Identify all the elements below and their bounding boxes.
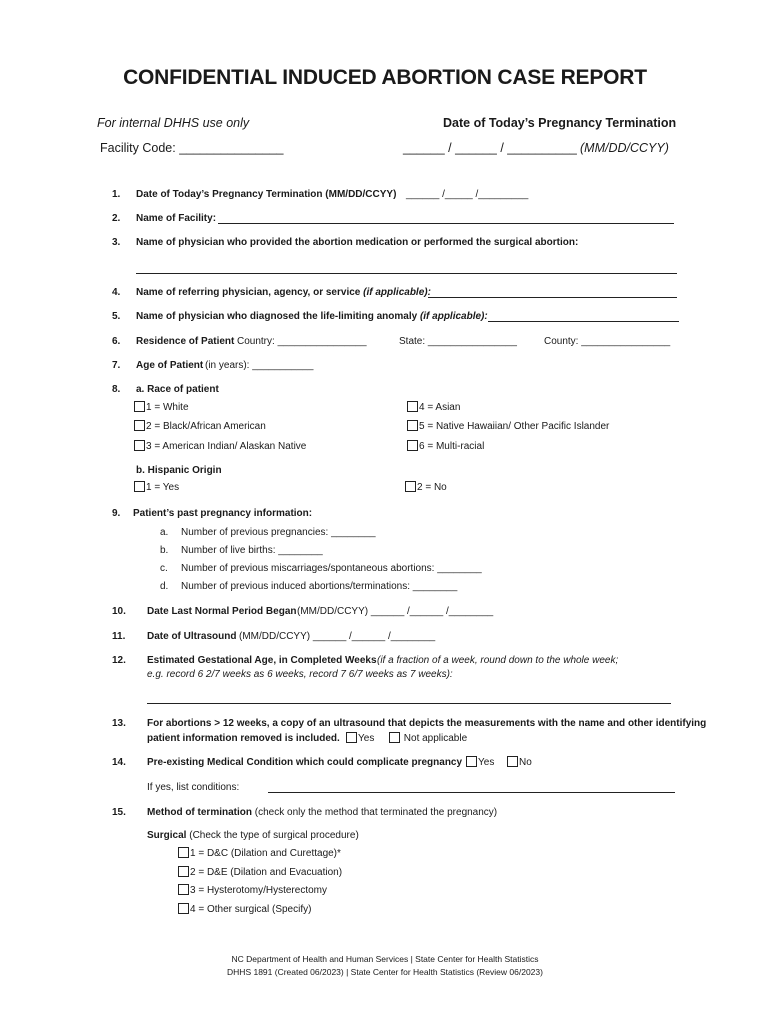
q9-label: Patient’s past pregnancy information: xyxy=(133,508,313,519)
date-header-label: Date of Today’s Pregnancy Termination xyxy=(443,116,677,130)
date-header-format: (MM/DD/CCYY) xyxy=(580,141,669,155)
q13-line2: patient information removed is included. xyxy=(147,733,340,744)
q5-label-text: Name of physician who diagnosed the life-limiting anomaly xyxy=(136,311,418,322)
q2-facility-field[interactable] xyxy=(218,223,674,224)
q9-previous-pregnancies-field[interactable]: Number of previous pregnancies: ________ xyxy=(181,527,376,538)
checkbox-icon[interactable] xyxy=(178,903,189,914)
q15-label: Method of termination xyxy=(147,807,252,818)
q8-number: 8. xyxy=(112,384,121,395)
race-option-american-indian[interactable] xyxy=(134,440,306,452)
race-option-label: 5 = Native Hawaiian/ Other Pacific Islander xyxy=(419,421,610,432)
q4-label-suffix: (if applicable): xyxy=(363,287,431,298)
q15-label-row xyxy=(147,807,497,818)
q1-number: 1. xyxy=(112,189,121,200)
q3-physician-field[interactable] xyxy=(136,273,677,274)
q9-item-letter: b. xyxy=(160,545,169,556)
surgical-option-dc[interactable] xyxy=(178,847,341,859)
q9-induced-abortions-field[interactable]: Number of previous induced abortions/terminations: ________ xyxy=(181,581,458,592)
q10-date-field[interactable]: (MM/DD/CCYY) ______ /______ /________ xyxy=(297,606,494,617)
q13-line1: For abortions > 12 weeks, a copy of an ultrasound that depicts the measurements with the name and other identifying xyxy=(147,718,707,729)
q8-race-label: a. Race of patient xyxy=(136,384,219,395)
race-option-black[interactable] xyxy=(134,420,266,432)
q15-suffix: (check only the method that terminated the pregnancy) xyxy=(254,807,498,818)
checkbox-icon[interactable] xyxy=(346,732,357,743)
q5-number: 5. xyxy=(112,311,121,322)
q9-item-letter: a. xyxy=(160,527,169,538)
internal-use-note: For internal DHHS use only xyxy=(97,116,250,130)
q9-item-letter: d. xyxy=(160,581,169,592)
q4-number: 4. xyxy=(112,287,121,298)
q8-hispanic-label: b. Hispanic Origin xyxy=(136,465,222,476)
q9-item-letter: c. xyxy=(160,563,168,574)
q11-number: 11. xyxy=(112,631,126,642)
q13-option-yes[interactable] xyxy=(346,732,374,744)
facility-code-field[interactable]: Facility Code: _______________ xyxy=(100,141,284,155)
checkbox-icon[interactable] xyxy=(405,481,416,492)
q14-label: Pre-existing Medical Condition which could complicate pregnancy xyxy=(147,757,463,768)
q13-number: 13. xyxy=(112,718,126,729)
footer-line2: DHHS 1891 (Created 06/2023) | State Center for Health Statistics (Review 06/2023) xyxy=(227,967,543,977)
checkbox-icon[interactable] xyxy=(134,401,145,412)
q15-surgical-row xyxy=(147,830,359,841)
date-header-blank[interactable]: ______ / ______ / __________ xyxy=(403,141,577,155)
q4-referring-field[interactable] xyxy=(428,297,677,298)
q7-age-field[interactable]: (in years): ___________ xyxy=(205,360,314,371)
race-option-white[interactable] xyxy=(134,401,189,413)
q12-gestational-age-field[interactable] xyxy=(147,703,671,704)
race-option-label: 2 = Black/African American xyxy=(146,421,266,432)
q3-label: Name of physician who provided the abortion medication or performed the surgical abortion: xyxy=(136,237,579,248)
race-option-native-hawaiian[interactable] xyxy=(407,420,609,432)
q7-label: Age of Patient xyxy=(136,360,204,371)
q5-diagnosing-field[interactable] xyxy=(488,321,679,322)
q12-label: Estimated Gestational Age, in Completed Weeks xyxy=(147,655,377,666)
race-option-label: 4 = Asian xyxy=(419,402,461,413)
checkbox-icon[interactable] xyxy=(178,866,189,877)
race-option-multi-racial[interactable] xyxy=(407,440,484,452)
q9-miscarriages-field[interactable]: Number of previous miscarriages/spontaneous abortions: ________ xyxy=(181,563,482,574)
q13-na-label: Not applicable xyxy=(403,733,468,744)
q13-yes-label: Yes xyxy=(358,733,375,744)
q11-label: Date of Ultrasound xyxy=(147,631,237,642)
q15-number: 15. xyxy=(112,807,126,818)
checkbox-icon[interactable] xyxy=(134,420,145,431)
q12-hint-line1: (if a fraction of a week, round down to the whole week; xyxy=(377,655,619,666)
q14-yes-label: Yes xyxy=(478,757,495,768)
q3-number: 3. xyxy=(112,237,121,248)
q4-label-text: Name of referring physician, agency, or service xyxy=(136,287,361,298)
q1-label: Date of Today’s Pregnancy Termination (MM/DD/CCYY) xyxy=(136,189,397,200)
checkbox-icon[interactable] xyxy=(407,401,418,412)
hispanic-option-yes[interactable] xyxy=(134,481,179,493)
hispanic-option-label: 2 = No xyxy=(417,482,447,493)
checkbox-icon[interactable] xyxy=(507,756,518,767)
surgical-option-label: 1 = D&C (Dilation and Curettage)* xyxy=(190,848,341,859)
q10-label: Date Last Normal Period Began xyxy=(147,606,297,617)
checkbox-icon[interactable] xyxy=(134,481,145,492)
hispanic-option-label: 1 = Yes xyxy=(146,482,180,493)
surgical-option-hysterotomy[interactable] xyxy=(178,884,327,896)
q12-hint-line2: e.g. record 6 2/7 weeks as 6 weeks, record 7 6/7 weeks as 7 weeks): xyxy=(147,669,453,680)
q5-label xyxy=(136,311,488,322)
surgical-suffix: (Check the type of surgical procedure) xyxy=(189,830,359,841)
q14-list-label: If yes, list conditions: xyxy=(147,782,240,793)
q6-country-field[interactable]: Country: ________________ xyxy=(237,336,367,347)
q14-no-label: No xyxy=(519,757,532,768)
race-option-label: 6 = Multi-racial xyxy=(419,441,485,452)
surgical-option-label: 2 = D&E (Dilation and Evacuation) xyxy=(190,867,343,878)
q12-number: 12. xyxy=(112,655,126,666)
surgical-option-label: 3 = Hysterotomy/Hysterectomy xyxy=(190,885,327,896)
hispanic-option-no[interactable] xyxy=(405,481,447,493)
q6-county-field[interactable]: County: ________________ xyxy=(544,336,671,347)
q14-number: 14. xyxy=(112,757,126,768)
surgical-option-other[interactable] xyxy=(178,903,311,915)
q13-option-not-applicable[interactable] xyxy=(389,732,467,744)
checkbox-icon[interactable] xyxy=(407,440,418,451)
race-option-asian[interactable] xyxy=(407,401,460,413)
q6-label: Residence of Patient xyxy=(136,336,235,347)
surgical-label: Surgical xyxy=(147,830,187,841)
q7-number: 7. xyxy=(112,360,121,371)
q10-number: 10. xyxy=(112,606,126,617)
q5-label-suffix: (if applicable): xyxy=(419,311,488,322)
race-option-label: 3 = American Indian/ Alaskan Native xyxy=(146,441,307,452)
q9-number: 9. xyxy=(112,508,121,519)
checkbox-icon[interactable] xyxy=(178,847,189,858)
q11-date-field[interactable]: (MM/DD/CCYY) ______ /______ /________ xyxy=(239,631,436,642)
q14-option-no[interactable] xyxy=(507,756,532,768)
checkbox-icon[interactable] xyxy=(178,884,189,895)
q6-number: 6. xyxy=(112,336,121,347)
q2-label: Name of Facility: xyxy=(136,213,217,224)
q1-date-field[interactable]: ______ /_____ /_________ xyxy=(406,189,529,200)
surgical-option-de[interactable] xyxy=(178,866,342,878)
footer-line1: NC Department of Health and Human Services | State Center for Health Statistics xyxy=(231,954,539,964)
q9-live-births-field[interactable]: Number of live births: ________ xyxy=(181,545,323,556)
q14-option-yes[interactable] xyxy=(466,756,494,768)
q2-number: 2. xyxy=(112,213,121,224)
checkbox-icon[interactable] xyxy=(134,440,145,451)
q4-label xyxy=(136,287,431,298)
checkbox-icon[interactable] xyxy=(407,420,418,431)
page-title: CONFIDENTIAL INDUCED ABORTION CASE REPORT xyxy=(123,66,647,89)
q6-state-field[interactable]: State: ________________ xyxy=(399,336,517,347)
q14-conditions-field[interactable] xyxy=(268,792,675,793)
race-option-label: 1 = White xyxy=(146,402,189,413)
surgical-option-label: 4 = Other surgical (Specify) xyxy=(190,904,312,915)
checkbox-icon[interactable] xyxy=(466,756,477,767)
checkbox-icon[interactable] xyxy=(389,732,400,743)
